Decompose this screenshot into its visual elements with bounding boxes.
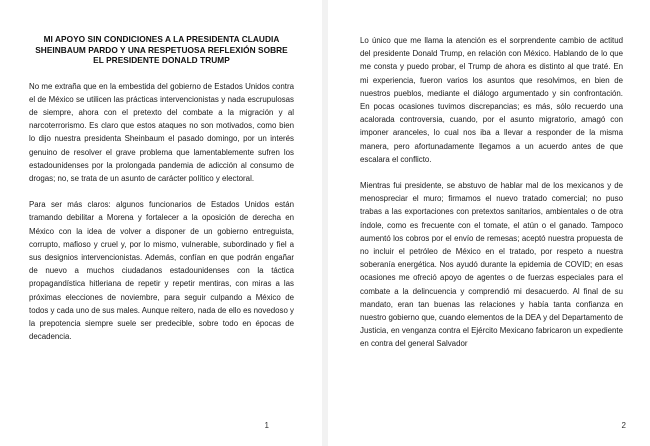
page-2 bbox=[328, 0, 650, 446]
paragraph: Lo único que me llama la atención es el sorprendente cambio de actitud del presidente Donald Trump, en relación con México. Hablando de lo que me consta y puedo probar, el Trump de ahora es distinto al que traté. En mi experiencia, fueron varios los asuntos que resolvimos, en bien de nuestros pueblos, mediante el diálogo argumentado y sin confrontación. En pocas ocasiones tuvimos discrepancias; es más, sólo recuerdo una acalorada controversia, cuando, por el asunto migratorio, amagó con imponer aranceles, lo cual nos iba a llevar a responder de la misma manera, pero afortunadamente llegamos a un acuerdo antes de que escalara el conflicto. bbox=[360, 36, 623, 164]
page-1 bbox=[0, 0, 322, 446]
document-title: MI APOYO SIN CONDICIONES A LA PRESIDENTA CLAUDIA SHEINBAUM PARDO Y UNA RESPETUOSA REFLEXIÓN SOBRE EL PRESIDENTE DONALD TRUMP bbox=[35, 34, 288, 65]
paragraph: No me extraña que en la embestida del gobierno de Estados Unidos contra el de México se utilicen las prácticas intervencionistas y nada escrupulosas de siempre, ahora con el pretexto del combate a la migración y al narcoterrorismo. Es claro que estos ataques no son motivados, como bien lo dijo nuestra presidenta Sheinbaum el pasado domingo, por un interés genuino de resolver el grave problema que lamentablemente sufren los estadounidenses por la prolongada pandemia de adicción al consumo de drogas; no, se trata de un asunto de carácter político y electoral. bbox=[29, 81, 294, 183]
page-number: 2 bbox=[621, 421, 626, 430]
paragraph: Mientras fui presidente, se abstuvo de hablar mal de los mexicanos y de menospreciar el muro; firmamos el nuevo tratado comercial; no puso trabas a las exportaciones con pretextos sanitarios, ambientales o de otra índole, como es frecuente con el tomate, el atún o el ganado. Tampoco aumentó los cobros por el envío de remesas; aceptó nuestra propuesta de no incluir el petróleo de México en el tratado, por respeto a nuestra soberanía energética. Nos ayudó durante la epidemia de COVID; en esas ocasiones me ofreció apoyo de agentes o de fuerzas especiales para el combate a la delincuencia y comprendió mi desacuerdo. Al final de su mandato, eran tan buenas las relaciones y había tanta confianza en nuestro gobierno que, cuando elementos de la DEA y del Departamento de Justicia, en venganza contra el Ejército Mexicano fabricaron un expediente en contra del general Salvador bbox=[360, 181, 623, 349]
page-number: 1 bbox=[264, 421, 269, 430]
paragraph: Para ser más claros: algunos funcionarios de Estados Unidos están tramando debilitar a Morena y fortalecer a la oposición de derecha en México con la idea de volver a disponer de un gobierno entreguista, corrupto, mafioso y cruel y, por lo mismo, vulnerable, subordinado y fiel a sus designios intervencionistas. Además, confían en que podrán engañar de nuevo a muchos ciudadanos estadounidenses con la táctica propagandística hitleriana de repetir y repetir mentiras, con miras a las próximas elecciones de noviembre, para seguir culpando a México de todos y cada uno de sus males. Aunque reitero, nada de ello es novedoso y la prepotencia siempre suele ser predecible, sobre todo en épocas de decadencia. bbox=[29, 200, 294, 342]
